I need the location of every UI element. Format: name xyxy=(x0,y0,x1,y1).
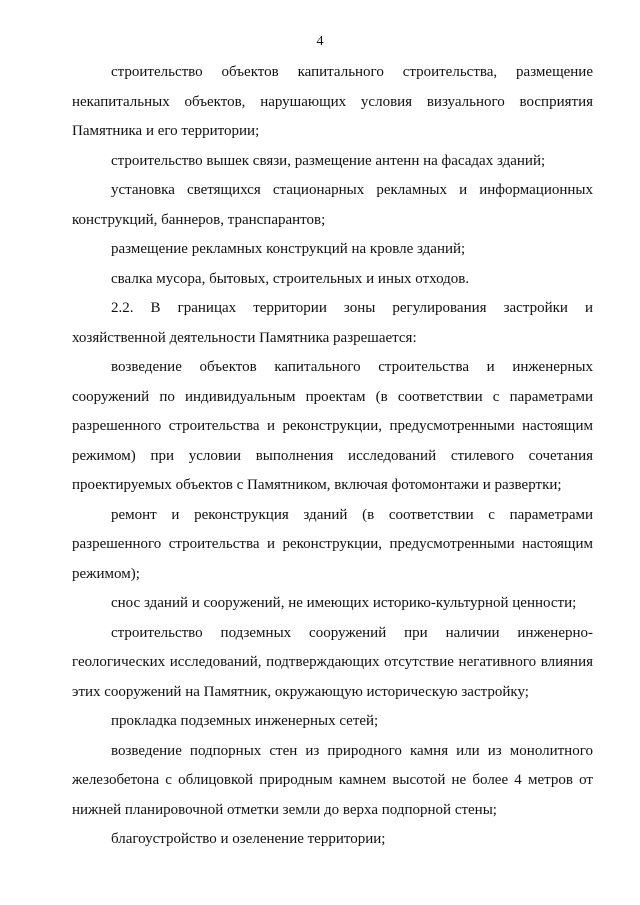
paragraph: прокладка подземных инженерных сетей; xyxy=(111,713,379,729)
paragraph: размещение рекламных конструкций на кровле зданий; xyxy=(111,241,466,257)
section-heading-paragraph: 2.2. В границах территории зоны регулирования застройки и хозяйственной деятельности Памятника разрешается: xyxy=(72,300,593,346)
paragraph: строительство объектов капитального строительства, размещение некапитальных объектов, нарушающих условия визуального восприятия Памятника и его территории; xyxy=(72,64,593,139)
paragraph: строительство подземных сооружений при наличии инженерно-геологических исследований, подтверждающих отсутствие негативного влияния этих сооружений на Памятник, окружающую историческую застройку; xyxy=(72,624,593,700)
document-body xyxy=(72,58,593,855)
paragraph: возведение подпорных стен из природного камня или из монолитного железобетона с облицовкой природным камнем высотой не более 4 метров от нижней планировочной отметки земли до верха подпорной стены; xyxy=(72,742,593,818)
paragraph: возведение объектов капитального строительства и инженерных сооружений по индивидуальным проектам (в соответствии с параметрами разрешенного строительства и реконструкции, предусмотренными настоящим режимом) при условии выполнения исследований стилевого сочетания проектируемых объектов с Памятником, включая фотомонтажи и развертки; xyxy=(72,359,593,493)
paragraph: строительство вышек связи, размещение антенн на фасадах зданий; xyxy=(111,152,546,169)
page-number: 4 xyxy=(316,34,324,49)
paragraph: свалка мусора, бытовых, строительных и иных отходов. xyxy=(111,270,470,287)
paragraph: благоустройство и озеленение территории; xyxy=(111,831,386,847)
paragraph: установка светящихся стационарных рекламных и информационных конструкций, баннеров, транспарантов; xyxy=(72,182,593,228)
paragraph: ремонт и реконструкция зданий (в соответствии с параметрами разрешенного строительства и реконструкции, предусмотренными настоящим режимом); xyxy=(72,506,593,582)
paragraph: снос зданий и сооружений, не имеющих историко-культурной ценности; xyxy=(111,595,577,611)
